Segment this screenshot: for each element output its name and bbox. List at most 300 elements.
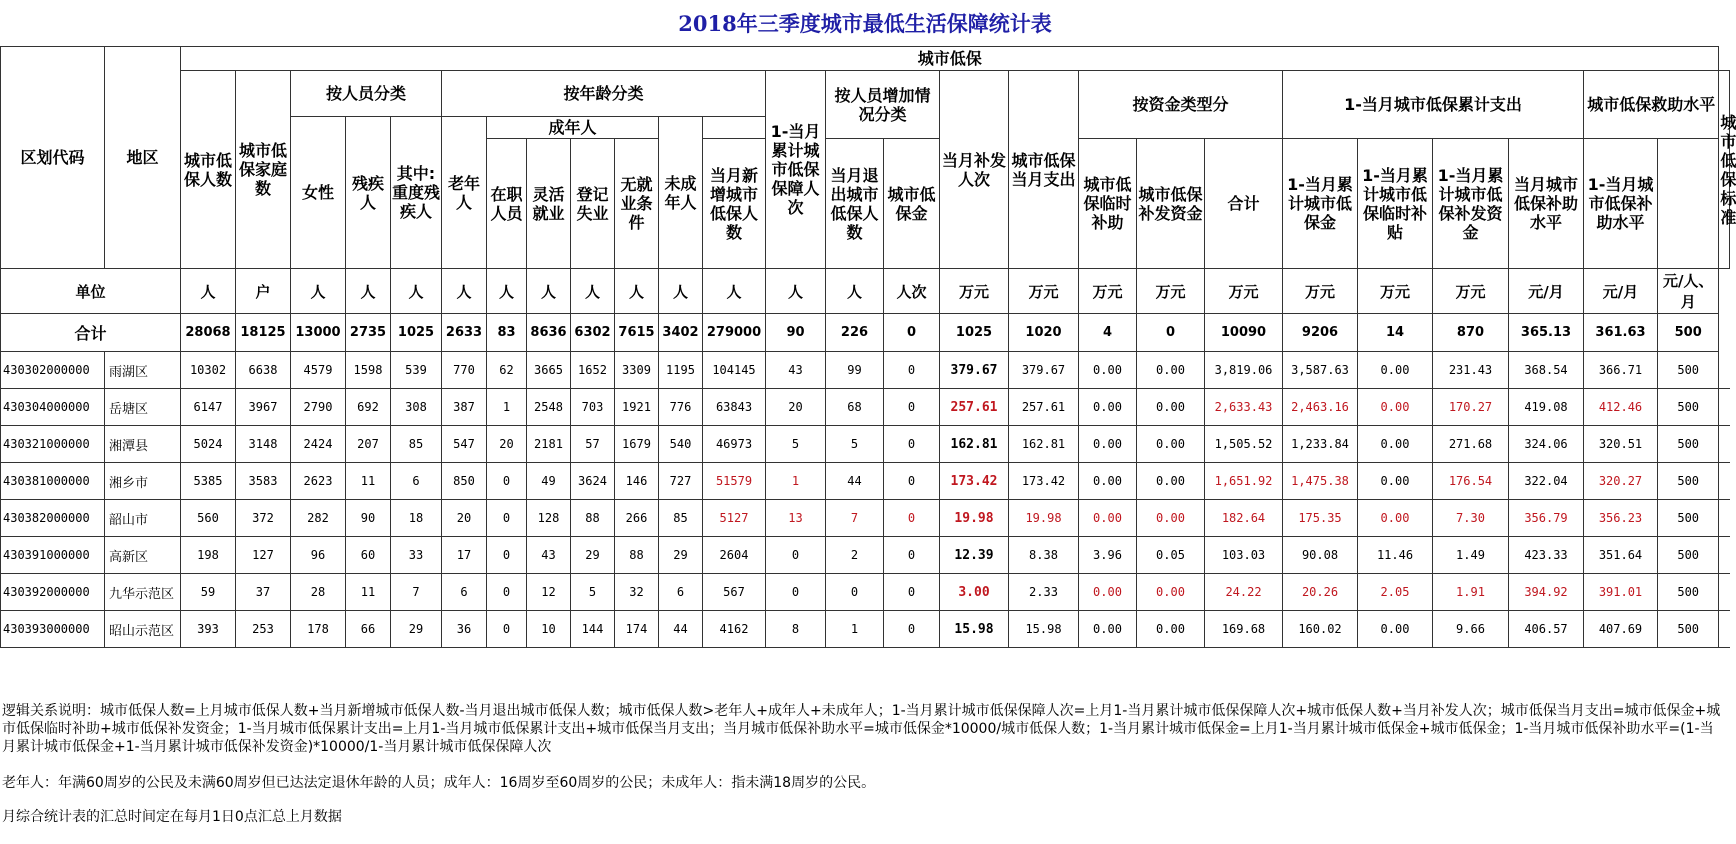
table-cell: 0 [884,537,940,574]
unit-cell: 万元 [1205,269,1283,314]
table-cell: 28 [291,574,346,611]
table-cell: 3967 [236,389,291,426]
unit-cell: 万元 [1283,269,1358,314]
table-cell: 2623 [291,463,346,500]
table-cell: 6 [659,574,703,611]
table-cell: 99 [826,352,884,389]
table-cell: 0 [884,463,940,500]
table-cell: 257.61 [1009,389,1079,426]
header-persons: 城市低保人数 [181,71,236,269]
table-cell: 11.46 [1358,537,1433,574]
table-cell: 128 [527,500,571,537]
total-cell: 14 [1358,314,1433,352]
header-cum-persontimes: 1-当月累计城市低保保障人次 [766,71,826,269]
header-new-persons: 当月新增城市低保人数 [703,139,766,269]
table-cell: 20 [487,426,527,463]
table-cell: 144 [571,611,615,648]
table-cell: 170.27 [1433,389,1509,426]
table-cell: 85 [659,500,703,537]
table-cell: 1.91 [1433,574,1509,611]
total-cell: 3402 [659,314,703,352]
table-cell: 44 [659,611,703,648]
table-cell: 12 [527,574,571,611]
table-cell: 0.05 [1137,537,1205,574]
table-cell: 0 [766,574,826,611]
unit-row [1,269,1730,314]
table-cell: 127 [236,537,291,574]
table-cell: 1 [826,611,884,648]
table-cell: 2181 [527,426,571,463]
table-cell: 6638 [236,352,291,389]
table-cell: 3.00 [940,574,1009,611]
table-cell: 419.08 [1509,389,1584,426]
unit-cell: 元/月 [1584,269,1658,314]
total-cell: 6302 [571,314,615,352]
unit-cell: 人 [291,269,346,314]
table-cell: 351.64 [1584,537,1658,574]
table-cell: 9.66 [1433,611,1509,648]
header-level: 城市低保救助水平 [1584,71,1719,139]
table-cell: 5 [826,426,884,463]
unit-cell: 户 [236,269,291,314]
unit-cell: 万元 [1079,269,1137,314]
header-disabled: 残疾人 [346,117,391,269]
table-cell: 3,587.63 [1283,352,1358,389]
table-cell: 320.27 [1584,463,1658,500]
table-cell: 412.46 [1584,389,1658,426]
table-cell: 1679 [615,426,659,463]
region-code: 430393000000 [1,611,105,648]
table-cell: 43 [766,352,826,389]
table-cell: 88 [571,500,615,537]
header-code: 区划代码 [1,47,105,269]
table-cell: 33 [391,537,442,574]
header-level-month: 当月城市低保补助水平 [1509,139,1584,269]
header-fund-reissue: 城市低保补发资金 [1137,139,1205,269]
table-cell: 178 [291,611,346,648]
table-cell: 46973 [703,426,766,463]
total-cell: 870 [1433,314,1509,352]
table-cell: 68 [826,389,884,426]
table-cell: 60 [346,537,391,574]
report-title: 2018年三季度城市最低生活保障统计表 [678,11,1052,36]
table-cell: 162.81 [940,426,1009,463]
table-cell: 104145 [703,352,766,389]
table-cell: 15.98 [1009,611,1079,648]
table-cell: 406.57 [1509,611,1584,648]
total-cell: 28068 [181,314,236,352]
table-cell: 0.00 [1079,389,1137,426]
notes [2,702,1724,826]
table-cell: 5 [571,574,615,611]
table-row [1,500,1730,537]
table-cell: 391.01 [1584,574,1658,611]
table-cell: 703 [571,389,615,426]
table-cell: 10302 [181,352,236,389]
table-cell: 231.43 [1433,352,1509,389]
table-cell: 19.98 [1009,500,1079,537]
table-cell: 1.49 [1433,537,1509,574]
table-cell: 17 [442,537,487,574]
table-cell: 146 [615,463,659,500]
table-cell: 3583 [236,463,291,500]
table-cell: 15.98 [940,611,1009,648]
table-cell: 36 [442,611,487,648]
total-cell: 18125 [236,314,291,352]
unit-cell: 人 [571,269,615,314]
table-cell: 372 [236,500,291,537]
table-cell: 423.33 [1509,537,1584,574]
table-cell: 500 [1658,352,1719,389]
table-cell: 379.67 [1009,352,1079,389]
unit-cell: 人 [659,269,703,314]
unit-cell: 人 [703,269,766,314]
table-cell: 2 [826,537,884,574]
table-cell: 7 [391,574,442,611]
table-cell: 500 [1658,574,1719,611]
header-severe: 其中:重度残疾人 [391,117,442,269]
unit-cell: 万元 [1137,269,1205,314]
unit-cell: 人 [391,269,442,314]
table-cell: 727 [659,463,703,500]
unit-cell: 人 [615,269,659,314]
table-cell: 320.51 [1584,426,1658,463]
table-cell: 160.02 [1283,611,1358,648]
unit-cell: 人 [826,269,884,314]
header-cum-temp: 1-当月累计城市低保临时补贴 [1358,139,1433,269]
table-cell: 271.68 [1433,426,1509,463]
table-cell: 2.33 [1009,574,1079,611]
table-cell: 0.00 [1079,426,1137,463]
table-cell: 1598 [346,352,391,389]
table-cell: 4162 [703,611,766,648]
table-cell: 0.00 [1358,611,1433,648]
table-cell: 1 [766,463,826,500]
table-cell: 29 [391,611,442,648]
table-cell: 3665 [527,352,571,389]
table-cell: 4579 [291,352,346,389]
table-cell: 324.06 [1509,426,1584,463]
table-cell: 407.69 [1584,611,1658,648]
table-cell: 500 [1658,463,1719,500]
unit-cell: 人 [442,269,487,314]
table-cell: 182.64 [1205,500,1283,537]
unit-cell: 人 [487,269,527,314]
table-cell: 500 [1658,537,1719,574]
table-cell: 10 [527,611,571,648]
table-cell: 63843 [703,389,766,426]
header-cum-reissue: 1-当月累计城市低保补发资金 [1433,139,1509,269]
table-cell: 0.00 [1358,389,1433,426]
unit-cell: 万元 [940,269,1009,314]
table-cell: 5024 [181,426,236,463]
table-cell: 32 [615,574,659,611]
table-cell: 368.54 [1509,352,1584,389]
header-area: 地区 [105,47,181,269]
table-cell: 6 [442,574,487,611]
table-cell: 0 [766,537,826,574]
region-name: 高新区 [105,537,181,574]
table-cell: 11 [346,574,391,611]
table-cell: 850 [442,463,487,500]
header-exit-persons: 当月退出城市低保人数 [826,139,884,269]
note-definitions: 老年人：年满60周岁的公民及未满60周岁但已达法定退休年龄的人员；成年人：16周岁至60周岁的公民；未成年人：指未满18周岁的公民。 [2,775,876,791]
table-cell: 174 [615,611,659,648]
table-cell: 103.03 [1205,537,1283,574]
table-cell: 379.67 [940,352,1009,389]
table-row [1,611,1730,648]
table-cell: 175.35 [1283,500,1358,537]
total-cell: 365.13 [1509,314,1584,352]
table-cell: 173.42 [940,463,1009,500]
table-cell: 19.98 [940,500,1009,537]
table-cell: 2790 [291,389,346,426]
table-cell: 96 [291,537,346,574]
table-cell: 0.00 [1137,611,1205,648]
table-cell: 1 [487,389,527,426]
table-cell: 0.00 [1137,463,1205,500]
table-cell: 57 [571,426,615,463]
table-cell: 49 [527,463,571,500]
table-cell: 539 [391,352,442,389]
note-logic: 逻辑关系说明：城市低保人数=上月城市低保人数+当月新增城市低保人数-当月退出城市低保人数；城市低保人数>老年人+成年人+未成年人；1-当月累计城市低保保障人次=上月1-当月累计城市低保保障人次+城市低保人数+当月补发人次；城市低保当月支出=城市低保金+城市低保临时补助+城市低保补发资金；1-当月城市低保累计支出=上月1-当月城市低保累计支出+城市低保当月支出；当月城市低保补助水平=城市低保金*10000/城市低保人数；1-当月累计城市低保金=上月1-当月累计城市低保金+城市低保金；1-当月城市低保补助水平=(1-当月累计城市低保金+1-当月累计城市低保补发资金)*10000/1-当月累计城市低保保障人次 [2,703,1721,755]
table-cell: 6 [391,463,442,500]
region-name: 昭山示范区 [105,611,181,648]
table-cell: 500 [1658,500,1719,537]
total-cell: 9206 [1283,314,1358,352]
total-cell: 2633 [442,314,487,352]
region-name: 韶山市 [105,500,181,537]
table-cell: 387 [442,389,487,426]
table-cell: 500 [1658,611,1719,648]
table-cell: 3309 [615,352,659,389]
table-cell: 1,505.52 [1205,426,1283,463]
table-cell: 0 [884,389,940,426]
region-code: 430392000000 [1,574,105,611]
table-cell: 547 [442,426,487,463]
table-cell: 13 [766,500,826,537]
region-name: 湘潭县 [105,426,181,463]
total-cell: 4 [1079,314,1137,352]
header-by-person: 按人员分类 [291,71,442,117]
table-cell: 198 [181,537,236,574]
table-cell: 0 [487,611,527,648]
unit-cell: 人 [346,269,391,314]
table-cell: 1,475.38 [1283,463,1358,500]
table-cell: 394.92 [1509,574,1584,611]
table-cell: 169.68 [1205,611,1283,648]
table-cell: 0 [487,463,527,500]
region-name: 雨湖区 [105,352,181,389]
table-cell: 366.71 [1584,352,1658,389]
table-cell: 7 [826,500,884,537]
table-cell: 0.00 [1079,463,1137,500]
region-code: 430321000000 [1,426,105,463]
table-cell: 0 [826,574,884,611]
total-cell: 7615 [615,314,659,352]
header-no-work-cond: 无就业条件 [615,139,659,269]
table-cell: 0 [884,426,940,463]
total-cell: 0 [1137,314,1205,352]
header-adult: 成年人 [487,117,659,139]
table-cell: 0.00 [1137,352,1205,389]
total-cell: 83 [487,314,527,352]
table-cell: 176.54 [1433,463,1509,500]
unit-cell: 万元 [1009,269,1079,314]
header-by-age: 按年龄分类 [442,71,766,117]
table-cell: 37 [236,574,291,611]
table-cell: 0 [884,352,940,389]
unit-cell: 元/月 [1509,269,1584,314]
table-row [1,426,1730,463]
table-cell: 322.04 [1509,463,1584,500]
table-cell: 0.00 [1079,611,1137,648]
total-cell: 0 [884,314,940,352]
table-cell: 0 [487,500,527,537]
table-cell: 2,633.43 [1205,389,1283,426]
table-cell: 0.00 [1137,574,1205,611]
table-cell: 0.00 [1079,574,1137,611]
table-cell: 90.08 [1283,537,1358,574]
table-cell: 43 [527,537,571,574]
table-cell: 1,651.92 [1205,463,1283,500]
table-cell: 3.96 [1079,537,1137,574]
total-cell: 1025 [940,314,1009,352]
total-label: 合计 [1,314,181,352]
total-cell: 1020 [1009,314,1079,352]
unit-cell: 人 [527,269,571,314]
table-cell: 500 [1658,426,1719,463]
table-cell: 2,463.16 [1283,389,1358,426]
total-cell: 361.63 [1584,314,1658,352]
header-cum-total: 合计 [1205,139,1283,269]
table-cell: 0.00 [1137,426,1205,463]
region-name: 九华示范区 [105,574,181,611]
table-cell: 3148 [236,426,291,463]
header-employed: 在职人员 [487,139,527,269]
table-cell: 356.23 [1584,500,1658,537]
unit-label: 单位 [1,269,181,314]
table-cell: 0.00 [1358,426,1433,463]
table-cell: 5385 [181,463,236,500]
table-cell: 2424 [291,426,346,463]
table-cell: 18 [391,500,442,537]
region-name: 湘乡市 [105,463,181,500]
table-cell: 29 [659,537,703,574]
table-cell: 2548 [527,389,571,426]
table-cell: 770 [442,352,487,389]
table-cell: 20.26 [1283,574,1358,611]
header-reissue: 当月补发人次 [940,71,1009,269]
unit-cell: 万元 [1358,269,1433,314]
unit-cell: 万元 [1433,269,1509,314]
region-code: 430302000000 [1,352,105,389]
table-cell: 0 [884,500,940,537]
table-row [1,574,1730,611]
table-cell: 66 [346,611,391,648]
table-cell: 59 [181,574,236,611]
table-cell: 12.39 [940,537,1009,574]
table-cell: 62 [487,352,527,389]
table-cell: 207 [346,426,391,463]
unit-cell: 元/人、月 [1658,269,1719,314]
header-cum-expense: 1-当月城市低保累计支出 [1283,71,1584,139]
table-row [1,352,1730,389]
region-code: 430391000000 [1,537,105,574]
unit-cell: 人 [181,269,236,314]
header-fund-base: 城市低保金 [884,139,940,269]
region-code: 430382000000 [1,500,105,537]
region-name: 岳塘区 [105,389,181,426]
table-cell: 0.00 [1358,500,1433,537]
header-unemployed-reg: 登记失业 [571,139,615,269]
table-cell: 0.00 [1358,463,1433,500]
table-cell: 20 [766,389,826,426]
header-fund-temp: 城市低保临时补助 [1079,139,1137,269]
table-cell: 7.30 [1433,500,1509,537]
unit-cell: 人 [766,269,826,314]
table-cell: 88 [615,537,659,574]
table-cell: 0.00 [1079,352,1137,389]
table-cell: 5127 [703,500,766,537]
table-cell: 90 [346,500,391,537]
total-cell: 2735 [346,314,391,352]
header-families: 城市低保家庭数 [236,71,291,269]
table-cell: 1652 [571,352,615,389]
table-row [1,389,1730,426]
total-cell: 1025 [391,314,442,352]
table-cell: 6147 [181,389,236,426]
table-cell: 560 [181,500,236,537]
table-cell: 266 [615,500,659,537]
table-cell: 29 [571,537,615,574]
header-female: 女性 [291,117,346,269]
header-elderly: 老年人 [442,117,487,269]
table-cell: 3624 [571,463,615,500]
header-standard: 城市低保标准 [1719,71,1730,269]
table-cell: 85 [391,426,442,463]
table-cell: 540 [659,426,703,463]
table-cell: 282 [291,500,346,537]
table-cell: 2604 [703,537,766,574]
table-cell: 1195 [659,352,703,389]
table-cell: 0 [884,611,940,648]
total-cell: 226 [826,314,884,352]
table-cell: 5 [766,426,826,463]
header-top-group: 城市低保 [181,47,1719,71]
table-cell: 776 [659,389,703,426]
table-cell: 692 [346,389,391,426]
table-cell: 51579 [703,463,766,500]
unit-cell: 人次 [884,269,940,314]
table-cell: 253 [236,611,291,648]
table-cell: 0.00 [1137,389,1205,426]
header-by-change: 按人员增加情况分类 [826,71,940,139]
table-cell: 8.38 [1009,537,1079,574]
table-cell: 11 [346,463,391,500]
header-minor: 未成年人 [659,117,703,269]
total-row [1,314,1730,352]
table-cell: 20 [442,500,487,537]
table-cell: 173.42 [1009,463,1079,500]
header-by-fund: 按资金类型分 [1079,71,1283,139]
table-cell: 0 [487,537,527,574]
table-cell: 308 [391,389,442,426]
total-cell: 279000 [703,314,766,352]
table-cell: 0 [487,574,527,611]
header-month-expense: 城市低保当月支出 [1009,71,1079,269]
table-row [1,463,1730,500]
